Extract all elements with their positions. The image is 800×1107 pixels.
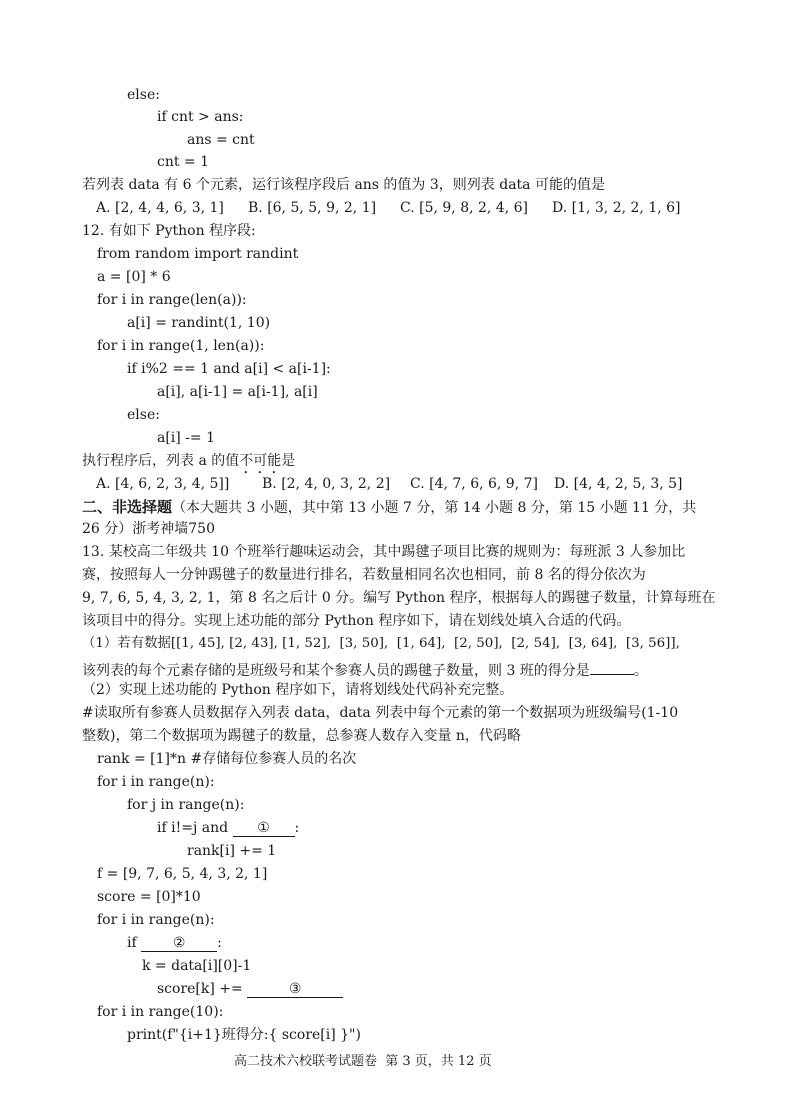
q13-code-line: for i in range(n):	[97, 774, 215, 790]
section2-desc1: （本大题共 3 小题，其中第 13 小题 7 分，第 14 小题 8 分，第 15 小题 11 分，共	[172, 500, 697, 516]
answer-blank-3[interactable]: ③	[247, 981, 343, 998]
q13-para: 赛，按照每人一分钟踢毽子的数量进行排名，若数量相同名次也相同，前 8 名的得分依次为	[82, 567, 646, 583]
q13-code-blank3-line	[157, 980, 343, 998]
q12-ask-emphasis: 不可能	[239, 453, 282, 469]
q12-code-line: a[i], a[i-1] = a[i-1], a[i]	[157, 384, 318, 400]
q13-code-line: rank[i] += 1	[187, 843, 277, 859]
q13-para: 9, 7, 6, 5, 4, 3, 2, 1，第 8 名之后计 0 分。编写 Python 程序，根据每人的踢毽子数量，计算每班在	[82, 590, 716, 606]
code-ans-cnt: ans = cnt	[187, 132, 255, 148]
watermark: 浙考神墙750	[132, 521, 215, 537]
q12-code-line: a[i] -= 1	[157, 430, 216, 446]
q12-ask-pre: 执行程序后，列表 a 的值	[82, 453, 240, 469]
q12-code-line: else:	[127, 407, 160, 423]
q13-code-line: for i in range(n):	[97, 912, 215, 928]
answer-blank-1[interactable]: ①	[233, 820, 295, 837]
q13-code-line: rank = [1]*n #存储每位参赛人员的名次	[97, 751, 357, 767]
section2-desc2: 26 分）	[82, 521, 133, 537]
q13-sub1-ask	[82, 658, 648, 680]
q11-option-c: C. [5, 9, 8, 2, 4, 6]	[400, 200, 528, 216]
q13-code-line: for j in range(n):	[127, 797, 245, 813]
q12-code-line: a = [0] * 6	[97, 269, 171, 285]
q13-sub1-end: 。	[633, 663, 648, 679]
q13-code-line: for i in range(10):	[97, 1004, 224, 1020]
section2-desc2-line	[82, 520, 215, 538]
q13-code-line: score = [0]*10	[97, 889, 201, 905]
q12-code-line: from random import randint	[97, 246, 299, 262]
q13-code-colon: :	[294, 820, 300, 836]
q12-ask	[82, 452, 295, 477]
q13-code-if2: if	[127, 935, 142, 951]
q13-code-colon2: :	[217, 935, 222, 951]
answer-blank-3class[interactable]	[590, 658, 634, 675]
q13-comment-line1: #读取所有参赛人员数据存入列表 data，data 列表中每个元素的第一个数据项为班级编号(1-10	[82, 705, 679, 721]
code-cnt-1: cnt = 1	[157, 154, 210, 170]
section2-heading	[82, 498, 696, 517]
q11-stem: 若列表 data 有 6 个元素，运行该程序段后 ans 的值为 3，则列表 data 可能的值是	[82, 177, 605, 193]
q12-ask-post: 是	[281, 453, 296, 469]
q13-code-line: f = [9, 7, 6, 5, 4, 3, 2, 1]	[97, 866, 268, 882]
code-if-cnt: if cnt > ans:	[157, 109, 244, 125]
q12-code-line: for i in range(len(a)):	[97, 292, 247, 308]
q12-option-b: B. [2, 4, 0, 3, 2, 2]	[262, 476, 391, 492]
answer-blank-2[interactable]: ②	[141, 935, 217, 952]
q13-code-line: k = data[i][0]-1	[142, 958, 252, 974]
section2-title: 二、非选择题	[82, 498, 173, 516]
q13-comment-line2: 整数)，第二个数据项为踢毽子的数量，总参赛人数存入变量 n，代码略	[82, 728, 521, 744]
q13-code-line: print(f"{i+1}班得分:{ score[i] }")	[127, 1027, 361, 1043]
q12-code-line: for i in range(1, len(a)):	[97, 338, 265, 354]
q13-code-score: score[k] +=	[157, 981, 248, 997]
q13-sub1-text: 该列表的每个元素存储的是班级号和某个参赛人员的踢毽子数量，则 3 班的得分是	[82, 663, 590, 679]
q12-code-line: if i%2 == 1 and a[i] < a[i-1]:	[127, 361, 331, 377]
q12-option-c: C. [4, 7, 6, 6, 9, 7]	[410, 476, 538, 492]
q13-sub2: （2）实现上述功能的 Python 程序如下，请将划线处代码补充完整。	[82, 682, 514, 698]
q12-stem: 12. 有如下 Python 程序段:	[82, 223, 256, 239]
q13-code-if: if i!=j and	[157, 820, 233, 836]
q13-para: 该项目中的得分。实现上述功能的部分 Python 程序如下，请在划线处填入合适的代码。	[82, 613, 631, 629]
q13-code-blank2-line	[127, 934, 222, 952]
q12-option-d: D. [4, 4, 2, 5, 3, 5]	[554, 476, 683, 492]
code-else: else:	[127, 87, 160, 103]
q12-option-a: A. [4, 6, 2, 3, 4, 5]]	[96, 476, 230, 492]
page-footer: 高二技术六校联考试题卷 第 3 页，共 12 页	[234, 1054, 492, 1069]
q13-code-blank1-line	[157, 819, 299, 837]
q13-sub1-data: （1）若有数据[[1, 45], [2, 43], [1, 52], [3, 50], [1, 64], [2, 50], [2, 54], [3, 64], [3, 56]],	[82, 636, 680, 651]
q11-option-d: D. [1, 3, 2, 2, 1, 6]	[552, 200, 681, 216]
q11-option-b: B. [6, 5, 5, 9, 2, 1]	[248, 200, 377, 216]
q12-code-line: a[i] = randint(1, 10)	[127, 315, 271, 331]
q13-para: 13. 某校高二年级共 10 个班举行趣味运动会，其中踢毽子项目比赛的规则为：每班派 3 人参加比	[82, 544, 686, 560]
q11-option-a: A. [2, 4, 4, 6, 3, 1]	[96, 200, 224, 216]
